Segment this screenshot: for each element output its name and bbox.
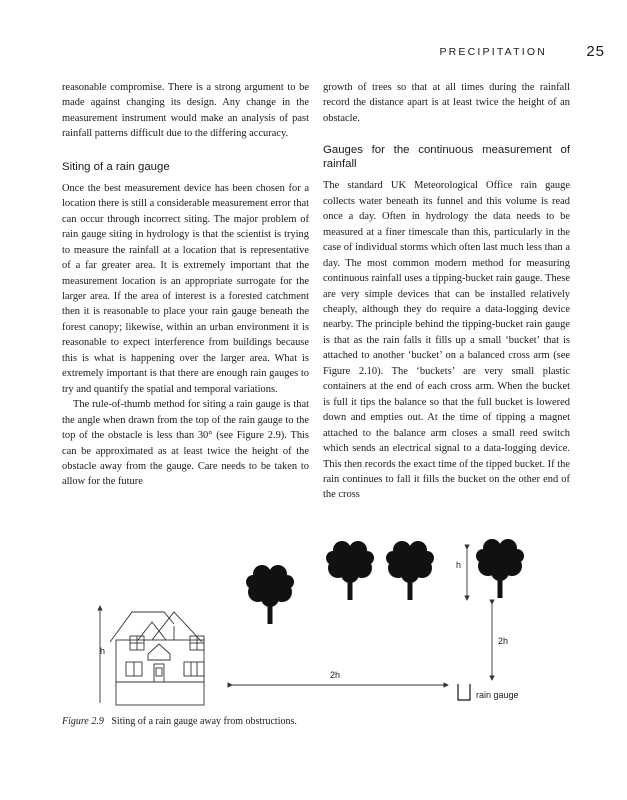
rain-gauge-icon [458, 684, 470, 700]
running-head: PRECIPITATION [439, 46, 547, 58]
figure-illustration [92, 532, 532, 712]
paragraph-intro-right: growth of trees so that at all times during the rainfall record the distance apart is at least twice the height of an obstacle. [323, 82, 570, 124]
figure-caption [62, 716, 297, 727]
page-header [305, 45, 605, 61]
section-heading-siting: Siting of a rain gauge [62, 160, 170, 173]
house-icon [110, 612, 204, 705]
section-heading-continuous: Gauges for the continuous measurement of rainfall [323, 144, 570, 171]
tree-distance-label: 2h [498, 636, 509, 646]
rain-gauge-label: rain gauge [476, 690, 519, 700]
house-height-label: h [100, 646, 106, 656]
page-number: 25 [586, 43, 605, 60]
figure-rain-gauge-siting [92, 532, 532, 712]
paragraph-intro-left: reasonable compromise. There is a strong argument to be made against changing its design. Any change in the measurement instrument would make an analysis of past rainfall patterns difficult due to the differing accuracy. [62, 82, 309, 140]
figure-number: Figure 2.9 [62, 716, 104, 727]
paragraph-continuous-1: The standard UK Meteorological Office rain gauge collects water beneath its funnel and this volume is read once a day. Often in hydrology the data needs to be measured at a finer timescale than this, particularly in the case of individual storms which often last much less than a day. The most common modern method for measuring continuous rainfall uses a tipping-bucket rain gauge. These are very simple devices that can be installed relatively cheaply, although they do require a data-logging device nearby. The principle behind the tipping-bucket rain gauge is that as the rain falls it fills up a small ‘bucket’ that is attached to another ‘bucket’ on a balanced cross arm (see Figure 2.10). The ‘buckets’ are very small plastic containers at the end of each cross arm. When the bucket is full it tips the balance so that the full bucket is lowered down and empties out. At the time of tipping a magnet attached to the balance arm closes a small reed switch which sends an electrical signal to a data-logging device. This then records the exact time of the tipped bucket. If the rain continues to fall it fills the bucket on the other end of the cross [323, 180, 570, 501]
tree-icon [476, 539, 524, 598]
right-column [323, 80, 570, 503]
tree-icon [246, 565, 294, 624]
caption-text: Siting of a rain gauge away from obstructions. [111, 716, 297, 727]
tree-height-label: h [456, 560, 462, 570]
tree-icon [326, 541, 374, 600]
paragraph-siting-1: Once the best measurement device has been chosen for a location there is still a considerable measurement error that can occur through incorrect siting. The major problem of rain gauge siting in hydrology is that the scientist is trying to measure the rainfall at a location that is representative of a far greater area. It is extremely important that the measurement location is an appropriate surrogate for the larger area. If the area of interest is a forested catchment then it is reasonable to place your rain gauge beneath the forest canopy; likewise, within an urban environment it is reasonable to expect interference from buildings because this is what is happening over the larger area. What is extremely important is that there are enough rain gauges to try and quantify the spatial and temporal variations. [62, 182, 309, 395]
tree-icon [386, 541, 434, 600]
left-column [62, 80, 309, 490]
distance-label: 2h [330, 670, 341, 680]
paragraph-siting-2: The rule-of-thumb method for siting a rain gauge is that the angle when drawn from the top of the rain gauge to the top of the obstacle is less than 30° (see Figure 2.9). This can be approximated as at least twice the height of the obstacle away from the gauge. Care needs to be taken to allow for the future [62, 399, 309, 488]
